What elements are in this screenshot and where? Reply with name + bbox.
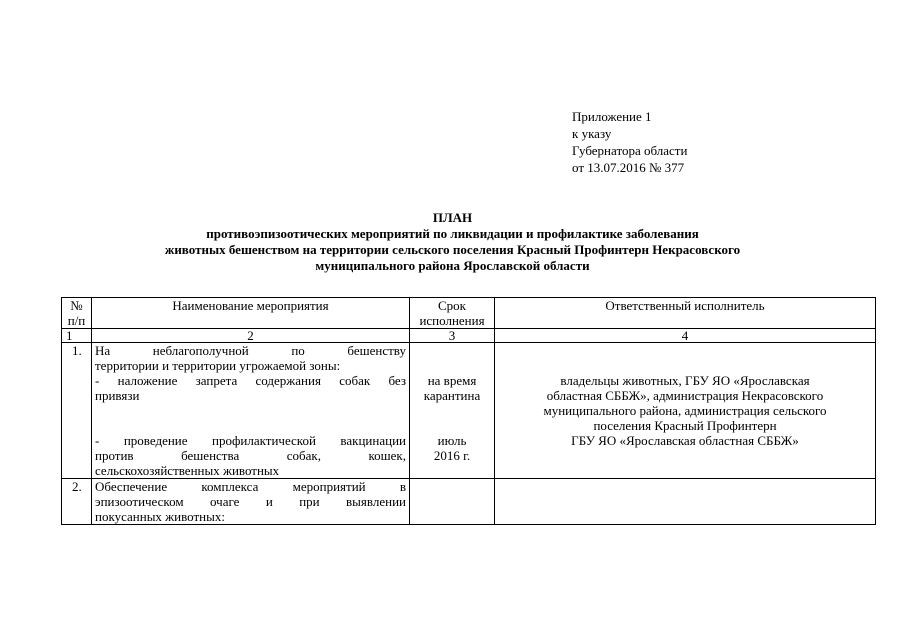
- row-term-cell: [410, 343, 495, 479]
- header-number: [62, 298, 92, 329]
- header-term-line-1: Срок: [438, 298, 466, 313]
- row-term-cell: [410, 479, 495, 525]
- row-item1-b: привязи: [95, 388, 140, 403]
- appendix-line-2: к указу: [572, 126, 612, 141]
- row-resp1-d: поселения Красный Профинтерн: [593, 418, 777, 433]
- column-number-row: [62, 329, 876, 343]
- title-line-3: муниципального района Ярославской области: [315, 258, 590, 273]
- row-term2-b: 2016 г.: [433, 448, 471, 463]
- table-row: [62, 343, 876, 479]
- header-number-abbr: п/п: [67, 313, 86, 328]
- row-name-b: эпизоотическом очаге и при выявлении: [95, 494, 406, 509]
- row-name-a: Обеспечение комплекса мероприятий в: [95, 479, 406, 494]
- row-resp1-b: областная СББЖ», администрация Некрасовского: [546, 388, 824, 403]
- column-number-4: 4: [495, 329, 876, 343]
- plan-table: [61, 297, 876, 525]
- row-name-intro-a: На неблагополучной по бешенству: [95, 343, 406, 358]
- column-number-3: 3: [410, 329, 495, 343]
- row-term1-a: на время: [427, 373, 477, 388]
- row-item1-a: - наложение запрета содержания собак без: [95, 373, 406, 388]
- row-name-cell: [92, 343, 410, 479]
- row-responsible-cell: [495, 343, 876, 479]
- header-number-symbol: №: [70, 298, 83, 313]
- appendix-line-1: Приложение 1: [572, 109, 652, 124]
- row-item2-b: против бешенства собак, кошек,: [95, 448, 406, 463]
- header-term: [410, 298, 495, 329]
- appendix-line-3: Губернатора области: [572, 143, 688, 158]
- header-responsible: Ответственный исполнитель: [495, 298, 876, 329]
- row-term2-a: июль: [437, 433, 467, 448]
- row-responsible-cell: [495, 479, 876, 525]
- row-name-cell: [92, 479, 410, 525]
- row-resp1-a: владельцы животных, ГБУ ЯО «Ярославская: [560, 373, 810, 388]
- header-term-line-2: исполнения: [419, 313, 485, 328]
- row-item2-c: сельскохозяйственных животных: [95, 463, 280, 478]
- row-resp1-c: муниципального района, администрация сельского: [543, 403, 827, 418]
- appendix-line-4: от 13.07.2016 № 377: [572, 160, 685, 175]
- title-line-1: противоэпизоотических мероприятий по ликвидации и профилактике заболевания: [206, 226, 699, 241]
- row-name-c: покусанных животных:: [95, 509, 225, 524]
- row-term1-b: карантина: [423, 388, 481, 403]
- appendix-block: [572, 108, 687, 176]
- column-number-1: 1: [62, 329, 92, 343]
- row-resp2: ГБУ ЯО «Ярославская областная СББЖ»: [571, 433, 799, 448]
- table-row: [62, 479, 876, 525]
- row-item2-a: - проведение профилактической вакцинации: [95, 433, 406, 448]
- document-title: [0, 210, 905, 274]
- row-name-intro-b: территории и территории угрожаемой зоны:: [95, 358, 341, 373]
- table-header-row: [62, 298, 876, 329]
- row-number: 2.: [62, 479, 92, 525]
- column-number-2: 2: [92, 329, 410, 343]
- title-line-2: животных бешенством на территории сельского поселения Красный Профинтерн Некрасовского: [164, 242, 741, 257]
- title-heading: ПЛАН: [432, 210, 473, 225]
- header-name: Наименование мероприятия: [92, 298, 410, 329]
- row-number: 1.: [62, 343, 92, 479]
